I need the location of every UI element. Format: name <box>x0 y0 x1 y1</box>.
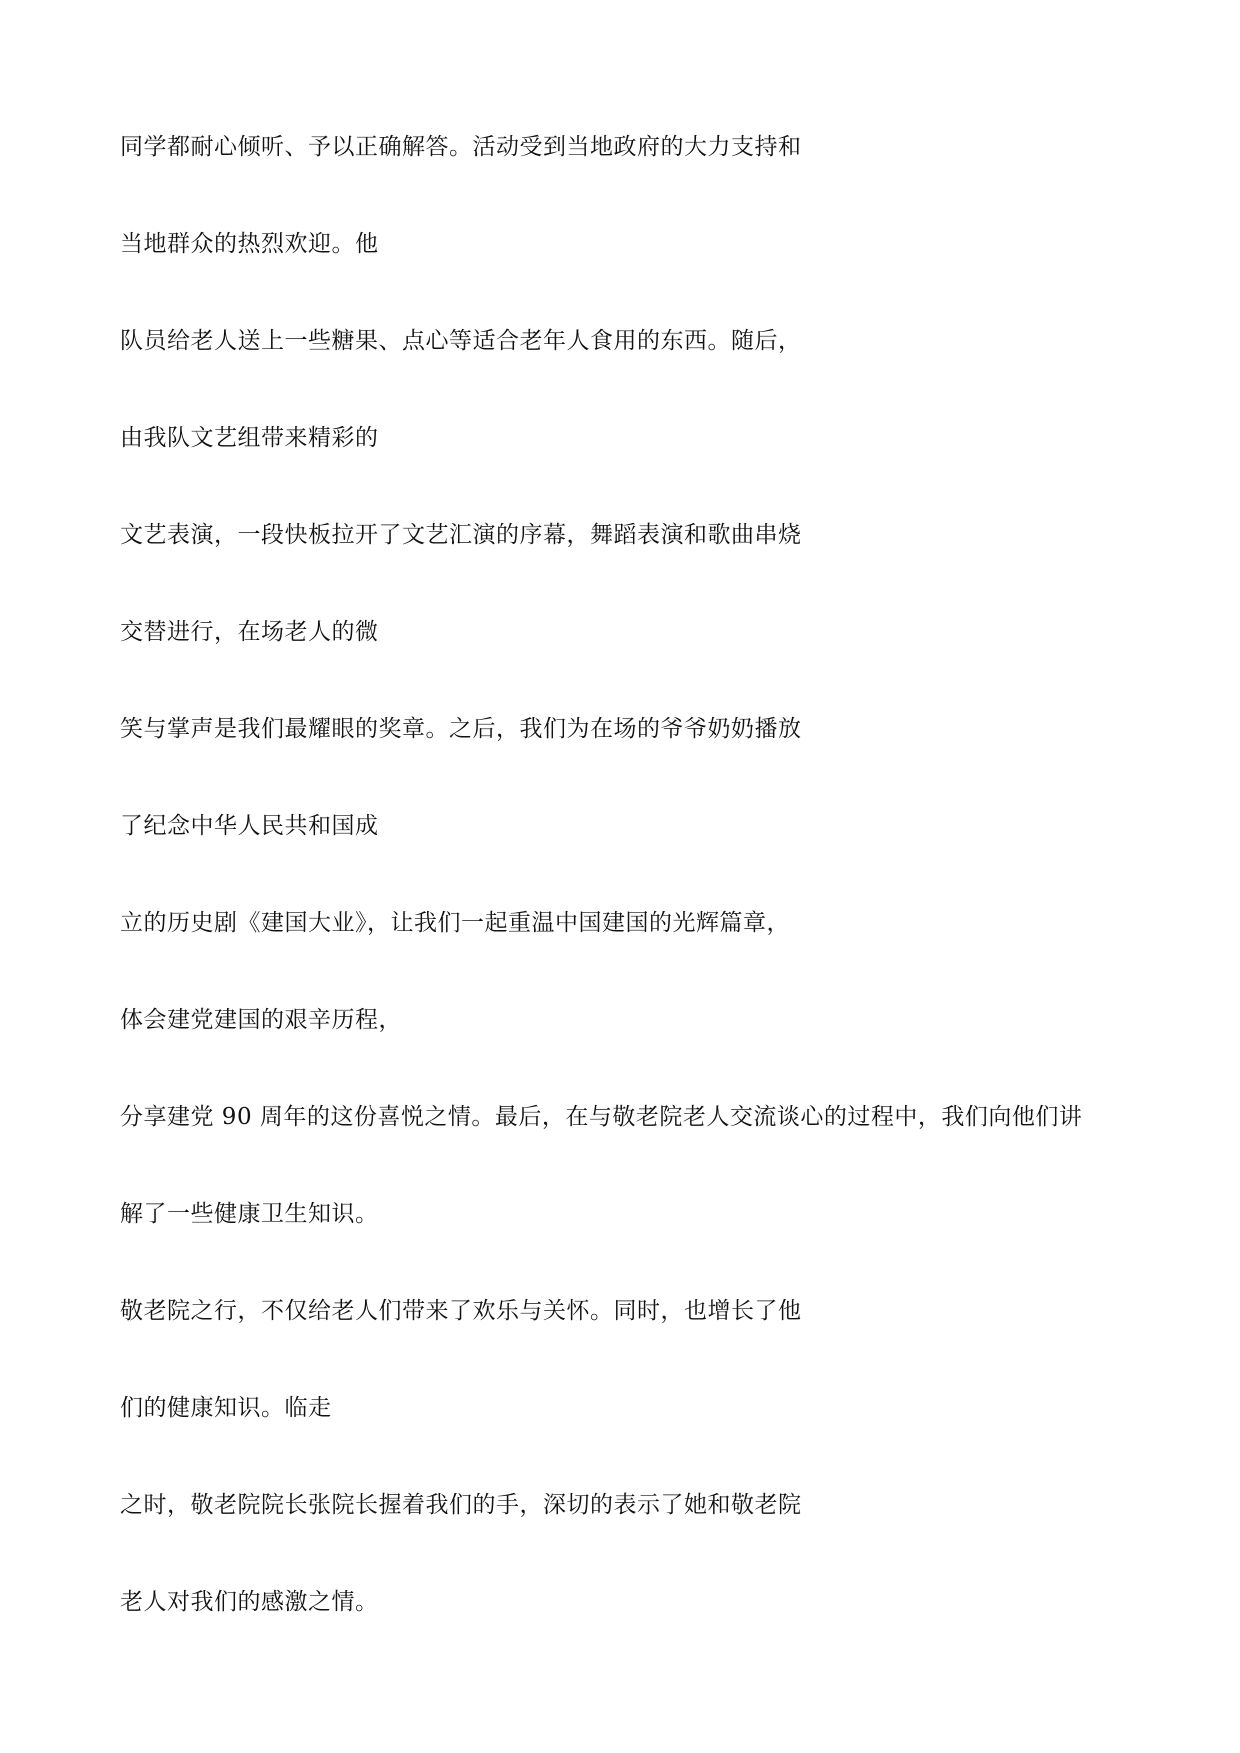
text-line: 敬老院之行，不仅给老人们带来了欢乐与关怀。同时，也增长了他 <box>120 1298 802 1324</box>
text-line: 当地群众的热烈欢迎。他 <box>120 231 379 257</box>
text-line: 笑与掌声是我们最耀眼的奖章。之后，我们为在场的爷爷奶奶播放 <box>120 716 802 742</box>
text-line: 队员给老人送上一些糖果、点心等适合老年人食用的东西。随后， <box>120 328 802 354</box>
text-line: 体会建党建国的艰辛历程， <box>120 1007 402 1033</box>
text-line: 之时，敬老院院长张院长握着我们的手，深切的表示了她和敬老院 <box>120 1492 802 1518</box>
text-line: 们的健康知识。临走 <box>120 1395 332 1421</box>
text-line: 老人对我们的感激之情。 <box>120 1589 379 1615</box>
text-line: 同学都耐心倾听、予以正确解答。活动受到当地政府的大力支持和 <box>120 134 802 160</box>
text-line: 立的历史剧《建国大业》，让我们一起重温中国建国的光辉篇章， <box>120 910 790 936</box>
text-line: 解了一些健康卫生知识。 <box>120 1201 379 1227</box>
text-line: 由我队文艺组带来精彩的 <box>120 425 379 451</box>
text-line: 交替进行，在场老人的微 <box>120 619 379 645</box>
text-line: 了纪念中华人民共和国成 <box>120 813 379 839</box>
text-line: 分享建党 90 周年的这份喜悦之情。最后，在与敬老院老人交流谈心的过程中，我们向他们讲 <box>120 1104 1083 1130</box>
text-line: 文艺表演，一段快板拉开了文艺汇演的序幕，舞蹈表演和歌曲串烧 <box>120 522 802 548</box>
